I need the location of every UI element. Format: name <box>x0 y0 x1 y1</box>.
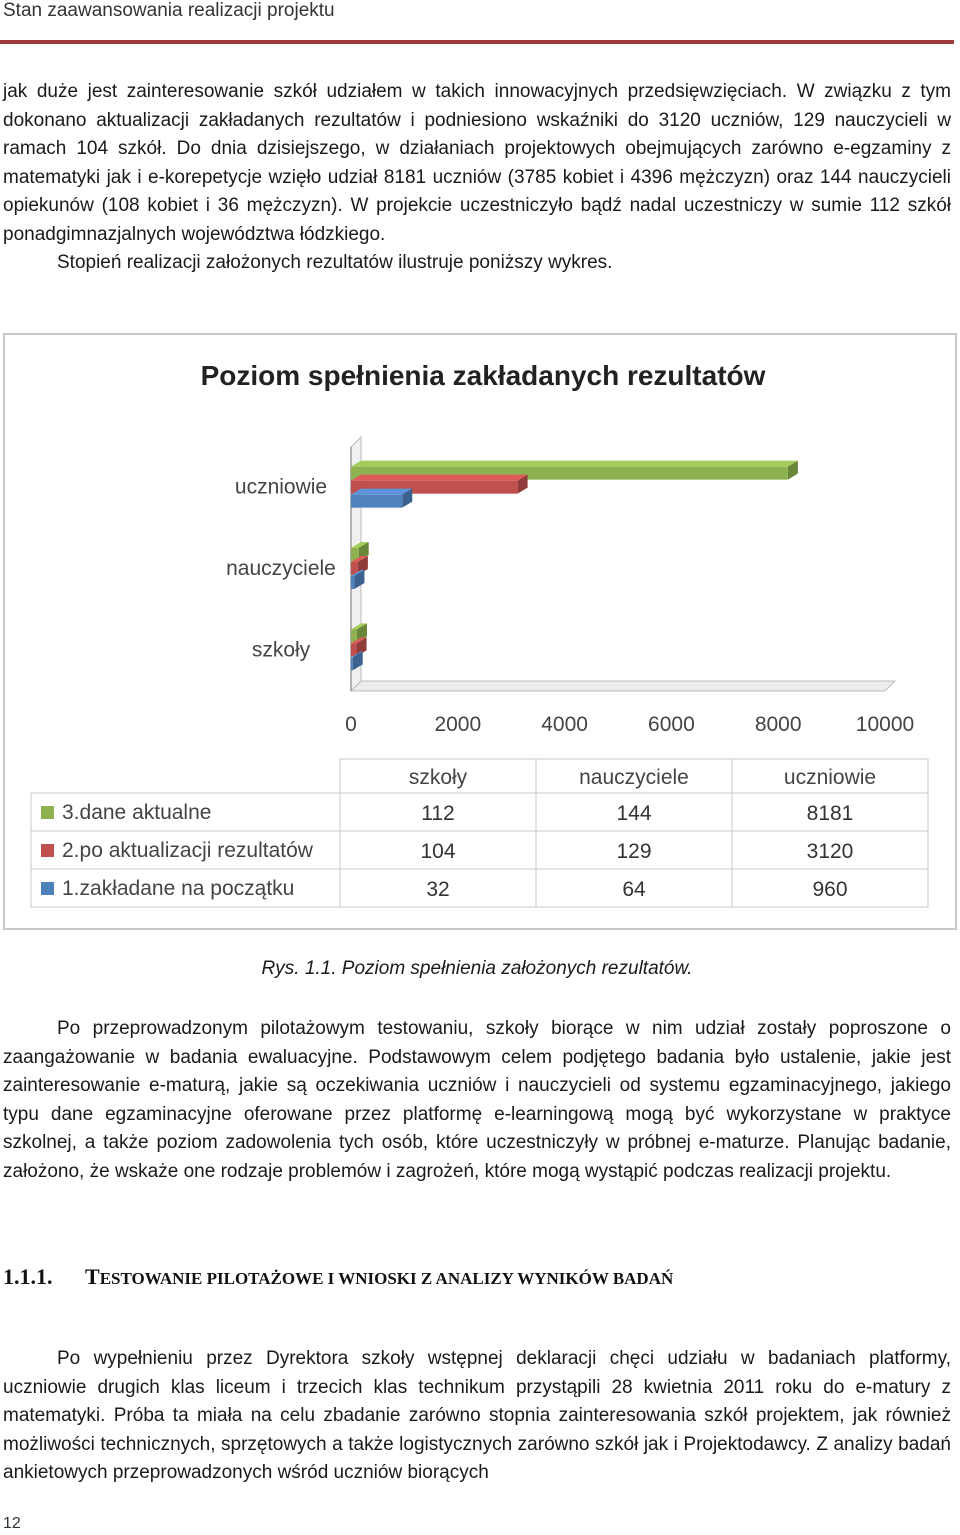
table-value-cell: 8181 <box>806 802 854 825</box>
chart-intro-sentence: Stopień realizacji założonych rezultatów ilustruje poniższy wykres. <box>57 252 613 273</box>
table-value-cell: 144 <box>616 802 652 825</box>
bar-top <box>351 461 798 467</box>
bar-top <box>351 475 528 481</box>
running-header-title: Stan zaawansowania realizacji projektu <box>3 0 335 21</box>
table-value-cell: 3120 <box>806 840 854 863</box>
x-tick-label: 8000 <box>754 713 802 736</box>
paragraph-intro-lead <box>3 249 951 278</box>
table-value-cell: 960 <box>812 878 848 901</box>
section-heading <box>3 1264 673 1290</box>
table-value-cell: 32 <box>426 878 450 901</box>
table-value-cell: 112 <box>421 802 455 825</box>
bar-top <box>351 489 412 495</box>
bar <box>351 495 402 508</box>
chart-title: Poziom spełnienia zakładanych rezultatów <box>200 360 766 391</box>
table-header-cell: nauczyciele <box>579 766 689 789</box>
legend-swatch <box>41 844 54 857</box>
legend-series-label: 3.dane aktualne <box>62 801 212 824</box>
paragraph-pilot-text: Po przeprowadzonym pilotażowym testowaniu, szkoły biorące w nim udział zostały poproszone o zaangażowanie w badania ewaluacyjne. Podstawowym celem podjętego badania było ustalenie, jakie jest zainteresowanie e-maturą, jakie są oczekiwania uczniów i nauczycieli od systemu egzaminacyjnego, jakiego typu dane egzaminacyjne oferowane przez platformę e-learningową mogą być wykorzystane w praktyce szkolnej, a także poziom zadowolenia tych osób, które uczestniczyły w próbnej e-maturze. Planując badanie, założono, że wskaże one rodzaje problemów i zagrożeń, które mogą wystąpić podczas realizacji projektu. <box>3 1018 951 1182</box>
paragraph-emature-text: Po wypełnieniu przez Dyrektora szkoły wstępnej deklaracji chęci udziału w badaniach platformy, uczniowie drugich klas liceum i trzecich klas technikum przystąpili 28 kwietnia 2011 roku do e-matury z matematyki. Próba ta miała na celu zbadanie zarówno stopnia zainteresowania szkół projektem, jak również możliwości technicznych, sprzętowych a także logistycznych zarówno szkół jak i Projektodawcy. Z analizy badań ankietowych przeprowadzonych wśród uczniów biorących <box>3 1348 951 1483</box>
paragraph-intro-text: jak duże jest zainteresowanie szkół udziałem w takich innowacyjnych przedsięwzięciach. W związku z tym dokonano aktualizacji zakładanych rezultatów i podniesiono wskaźniki do 3120 uczniów, 129 nauczycieli w ramach 104 szkół. Do dnia dzisiejszego, w działaniach projektowych obejmujących zarówno e-egzaminy z matematyki jak i e-korepetycje wzięło udział 8181 uczniów (3785 kobiet i 4396 mężczyzn) oraz 144 nauczycieli opiekunów (108 kobiet i 36 mężczyzn). W projekcie uczestniczyło bądź nadal uczestniczy w sumie 112 szkół ponadgimnazjalnych województwa łódzkiego. <box>3 81 951 245</box>
bar <box>351 643 357 656</box>
y-category-label: szkoły <box>251 638 311 662</box>
legend-series-label: 1.zakładane na początku <box>62 877 295 900</box>
section-number: 1.1.1. <box>3 1264 53 1289</box>
paragraph-emature <box>3 1345 951 1488</box>
legend-swatch <box>41 806 54 819</box>
page-number: 12 <box>3 1515 21 1532</box>
header-rule <box>0 40 954 44</box>
results-chart <box>3 333 957 930</box>
x-tick-label: 0 <box>345 713 357 736</box>
legend-swatch <box>41 882 54 895</box>
table-value-cell: 129 <box>616 840 652 863</box>
y-category-label: nauczyciele <box>226 557 336 580</box>
x-tick-label: 6000 <box>648 713 695 736</box>
paragraph-pilot <box>3 1015 951 1186</box>
page-header <box>0 0 960 44</box>
x-tick-label: 10000 <box>855 713 915 736</box>
section-title-initial: T <box>85 1264 100 1289</box>
table-value-cell: 64 <box>622 878 646 901</box>
bar <box>351 657 353 670</box>
legend-series-label: 2.po aktualizacji rezultatów <box>62 839 313 862</box>
figure-caption: Rys. 1.1. Poziom spełnienia założonych rezultatów. <box>261 958 693 979</box>
paragraph-intro <box>3 78 951 278</box>
table-header-cell: szkoły <box>408 766 468 789</box>
x-tick-label: 2000 <box>434 713 482 736</box>
table-header-cell: uczniowie <box>783 766 877 789</box>
x-tick-label: 4000 <box>541 713 588 736</box>
chart-floor <box>351 681 895 691</box>
table-value-cell: 104 <box>420 840 456 863</box>
chart-svg <box>5 335 955 928</box>
y-category-label: uczniowie <box>234 475 328 499</box>
section-title-rest: ESTOWANIE PILOTAŻOWE I WNIOSKI Z ANALIZY WYNIKÓW BADAŃ <box>99 1269 674 1288</box>
bar <box>351 576 354 589</box>
